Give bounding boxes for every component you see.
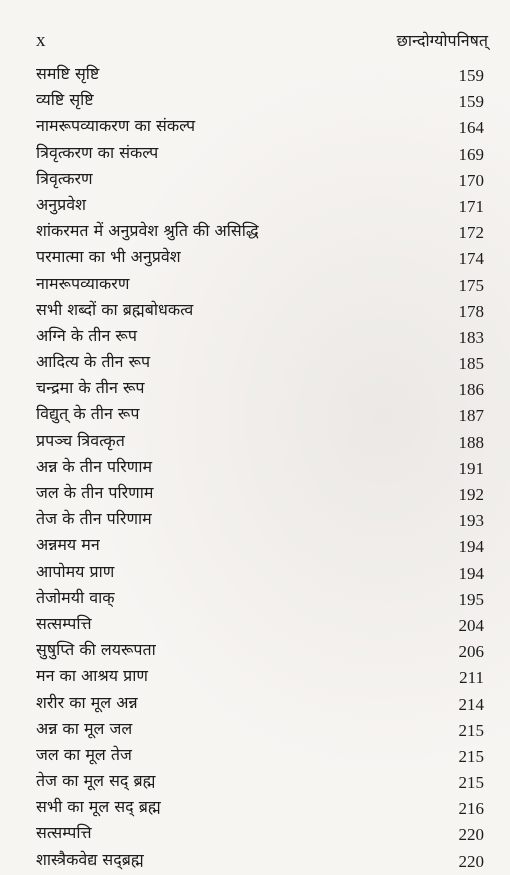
toc-entry-page-number: 194 xyxy=(458,537,484,557)
toc-entry xyxy=(36,665,484,691)
toc-entry xyxy=(36,377,484,403)
toc-entry xyxy=(36,718,484,744)
toc-entry-title: जल का मूल तेज xyxy=(36,744,132,764)
toc-entry xyxy=(36,325,484,351)
toc-entry xyxy=(36,142,484,168)
toc-entry-page-number: 206 xyxy=(458,642,484,662)
toc-entry-page-number: 187 xyxy=(458,406,484,426)
toc-entry-title: समष्टि सृष्टि xyxy=(36,64,100,83)
toc-entry-title: सुषुप्ति की लयरूपता xyxy=(36,640,156,660)
toc-entry-page-number: 159 xyxy=(458,92,484,112)
toc-entry-title: आदित्य के तीन रूप xyxy=(36,352,151,372)
toc-entry-title: विद्युत् के तीन रूप xyxy=(36,404,140,424)
toc-entry-title: सत्सम्पत्ति xyxy=(36,823,92,843)
toc-entry-page-number: 215 xyxy=(458,746,484,766)
toc-entry-title: त्रिवृत्करण का संकल्प xyxy=(36,142,159,162)
toc-entry xyxy=(36,115,484,141)
toc-entry-title: अन्न के तीन परिणाम xyxy=(36,456,153,476)
toc-entry-page-number: 175 xyxy=(458,275,484,295)
toc-entry-title: चन्द्रमा के तीन रूप xyxy=(36,378,145,398)
toc-entry-title: सभी शब्दों का ब्रह्मबोधकत्व xyxy=(36,299,194,319)
toc-entry-page-number: 183 xyxy=(458,327,484,347)
running-title: छान्दोग्योपनिषत् xyxy=(396,31,488,50)
toc-entry xyxy=(36,561,484,587)
toc-entry-title: सत्सम्पत्ति xyxy=(36,613,92,633)
toc-entry-page-number: 192 xyxy=(458,485,484,504)
toc-entry xyxy=(36,508,484,534)
toc-entry-page-number: 193 xyxy=(458,511,484,531)
toc-entry-title: शास्त्रैकवेद्य सद्ब्रह्म xyxy=(36,849,144,869)
toc-entry-page-number: 220 xyxy=(458,851,484,871)
toc-entry-page-number: 169 xyxy=(458,144,484,164)
toc-entry-page-number: 220 xyxy=(458,825,484,845)
page-header xyxy=(36,30,488,54)
toc-entry-title: नामरूपव्याकरण का संकल्प xyxy=(36,116,196,136)
toc-entry-page-number: 171 xyxy=(458,196,484,216)
toc-entry xyxy=(36,639,484,665)
toc-entry-title: जल के तीन परिणाम xyxy=(36,483,154,502)
toc-entry xyxy=(36,89,484,115)
toc-entry-title: परमात्मा का भी अनुप्रवेश xyxy=(36,247,181,267)
toc-entry xyxy=(36,456,484,482)
toc-entry-page-number: 204 xyxy=(458,615,484,635)
toc-entry-page-number: 185 xyxy=(458,354,484,374)
toc-entry xyxy=(36,744,484,770)
toc-entry-page-number: 216 xyxy=(458,799,484,819)
toc-entry xyxy=(36,351,484,377)
toc-entry xyxy=(36,246,484,272)
toc-entry xyxy=(36,692,484,718)
toc-entry xyxy=(36,770,484,796)
toc-entry xyxy=(36,587,484,613)
toc-entry xyxy=(36,194,484,220)
toc-entry-title: शांकरमत में अनुप्रवेश श्रुति की असिद्धि xyxy=(36,221,259,241)
toc-entry-page-number: 188 xyxy=(458,432,484,452)
toc-entry-title: तेज के तीन परिणाम xyxy=(36,509,152,529)
toc-entry-title: तेज का मूल सद् ब्रह्म xyxy=(36,771,156,791)
toc-entry-title: सभी का मूल सद् ब्रह्म xyxy=(36,797,161,817)
toc-entry-page-number: 215 xyxy=(458,773,484,793)
toc-entry-title: अन्न का मूल जल xyxy=(36,718,133,738)
toc-entry-page-number: 178 xyxy=(458,301,484,321)
toc-entry-page-number: 170 xyxy=(458,170,484,190)
toc-entry xyxy=(36,796,484,822)
toc-entry-page-number: 215 xyxy=(458,720,484,740)
toc-entry xyxy=(36,299,484,325)
toc-entry-page-number: 186 xyxy=(458,380,484,400)
toc-entry-title: त्रिवृत्करण xyxy=(36,168,93,188)
toc-entry xyxy=(36,849,484,875)
toc-entry-page-number: 164 xyxy=(458,118,484,138)
toc-entry-title: व्यष्टि सृष्टि xyxy=(36,90,94,110)
toc-entry-title: अन्नमय मन xyxy=(36,535,100,555)
toc-entry-title: अनुप्रवेश xyxy=(36,194,86,214)
table-of-contents xyxy=(36,63,484,875)
toc-entry xyxy=(36,613,484,639)
toc-entry-page-number: 174 xyxy=(458,249,484,269)
toc-entry xyxy=(36,168,484,194)
toc-entry-title: तेजोमयी वाक् xyxy=(36,587,115,607)
toc-entry xyxy=(36,63,484,89)
toc-entry xyxy=(36,534,484,560)
toc-entry xyxy=(36,822,484,848)
toc-entry xyxy=(36,220,484,246)
toc-entry-title: आपोमय प्राण xyxy=(36,561,115,581)
toc-entry-page-number: 159 xyxy=(458,66,484,85)
page-numeral: x xyxy=(36,30,46,51)
toc-entry-title: मन का आश्रय प्राण xyxy=(36,666,148,686)
toc-entry-title: शरीर का मूल अन्न xyxy=(36,692,138,712)
toc-entry-page-number: 214 xyxy=(458,694,484,714)
toc-entry xyxy=(36,403,484,429)
toc-entry-page-number: 191 xyxy=(458,458,484,478)
toc-entry xyxy=(36,273,484,299)
toc-entry-title: अग्नि के तीन रूप xyxy=(36,325,137,345)
toc-entry-page-number: 211 xyxy=(459,668,484,688)
toc-entry-page-number: 194 xyxy=(458,563,484,583)
toc-entry-page-number: 172 xyxy=(458,223,484,243)
toc-entry-title: प्रपञ्च त्रिवत्कृत xyxy=(36,430,125,450)
toc-entry-page-number: 195 xyxy=(458,589,484,609)
toc-entry xyxy=(36,482,484,508)
toc-entry-title: नामरूपव्याकरण xyxy=(36,273,130,293)
toc-entry xyxy=(36,430,484,456)
